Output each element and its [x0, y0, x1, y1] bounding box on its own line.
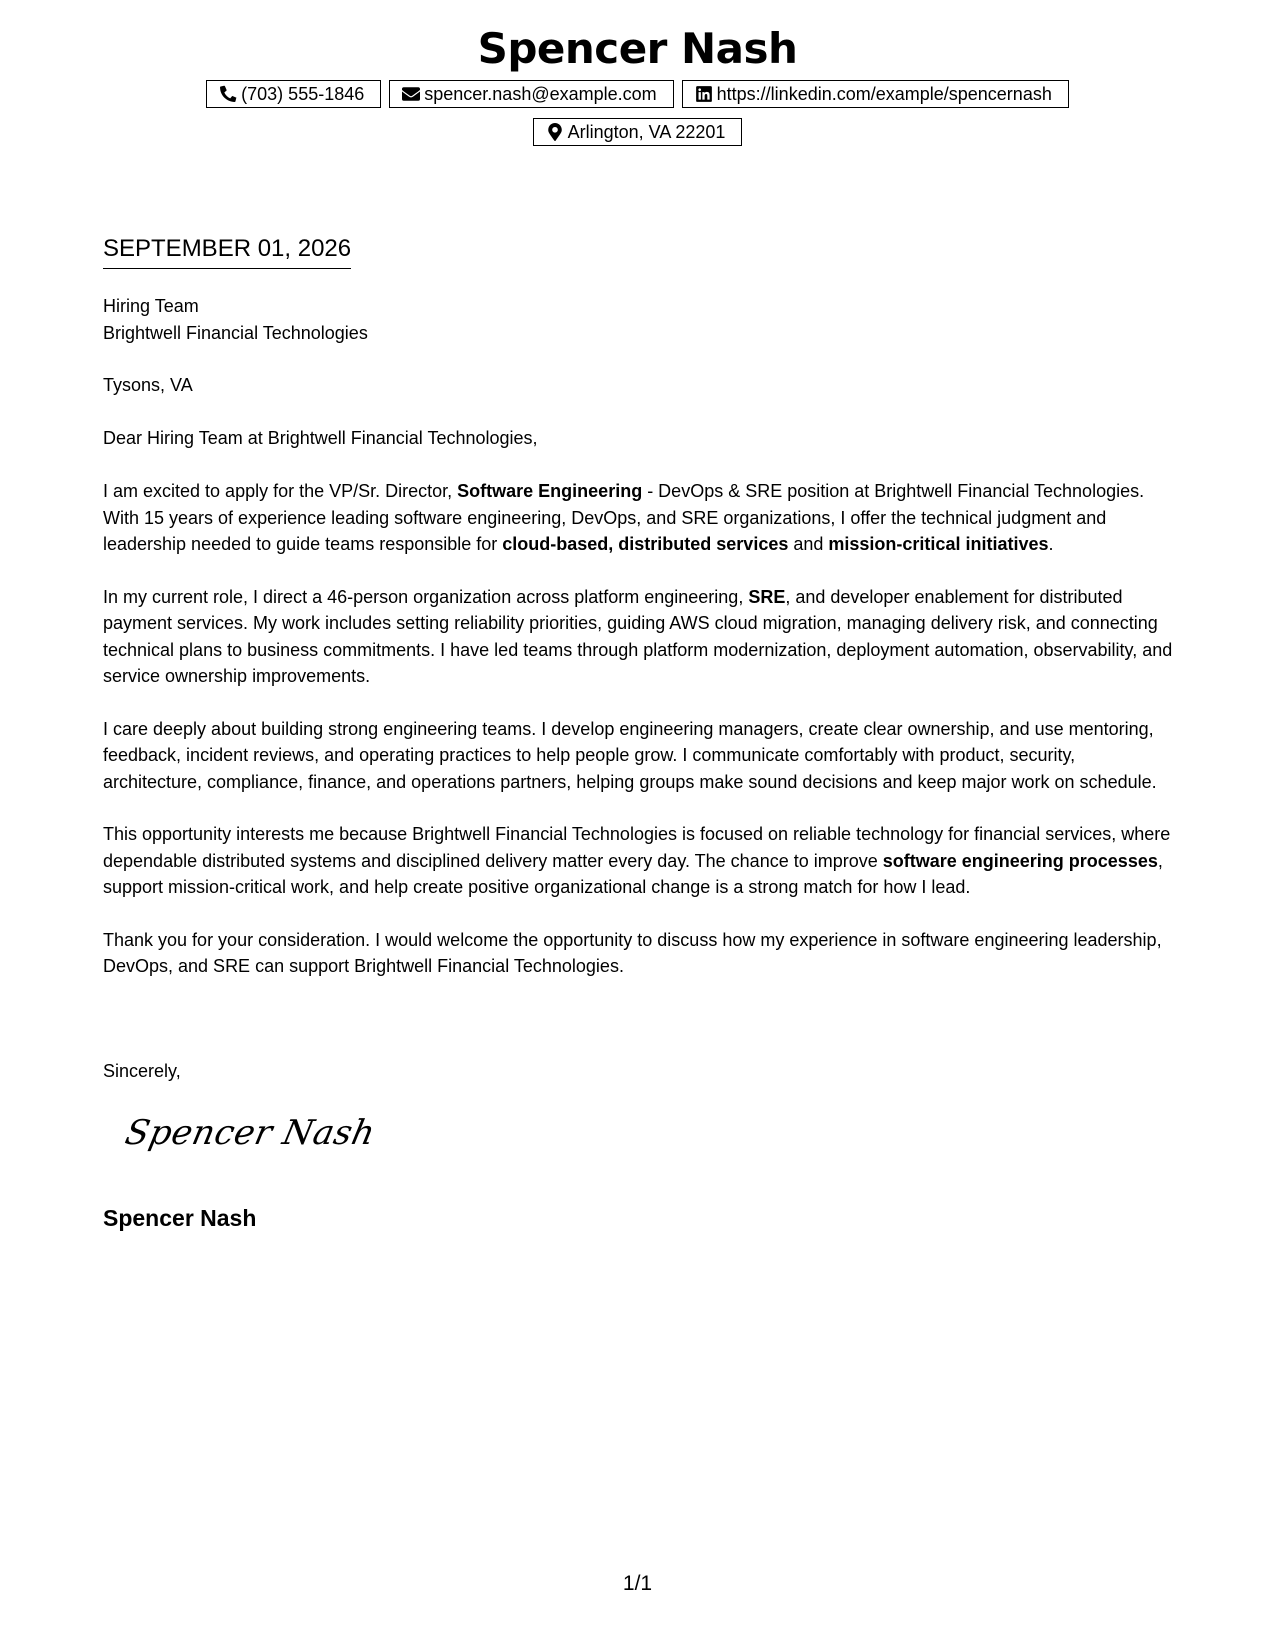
email-contact[interactable]	[389, 80, 673, 108]
location-contact	[533, 118, 743, 146]
linkedin-contact[interactable]	[682, 80, 1069, 108]
paragraph-text: In my current role, I direct a 46-person organization across platform engineering,	[103, 586, 749, 607]
paragraph-1	[103, 478, 1178, 558]
paragraph-4	[103, 821, 1178, 901]
phone-text: (703) 555-1846	[241, 84, 365, 104]
salutation: Dear Hiring Team at Brightwell Financial Technologies,	[103, 428, 538, 448]
emphasis: mission-critical initiatives	[828, 534, 1049, 554]
contact-row-2	[0, 118, 1275, 146]
phone-contact[interactable]	[206, 80, 381, 108]
paragraph-2	[103, 584, 1178, 690]
paragraph-3: I care deeply about building strong engineering teams. I develop engineering managers, create clear ownership, and use mentoring, feedback, incident reviews, and operating practices to help people grow. I communicate comfortably with product, security, architecture, compliance, finance, and operations partners, helping groups make sound decisions and keep major work on schedule.	[103, 718, 1157, 792]
phone-icon	[219, 85, 237, 103]
map-marker-icon	[546, 123, 564, 141]
letter-body	[103, 478, 1178, 1006]
contact-row	[0, 80, 1275, 108]
handwritten-signature: Spencer Nash	[121, 1113, 379, 1153]
emphasis: cloud-based, distributed services	[502, 534, 789, 554]
recipient-line-2: Brightwell Financial Technologies	[103, 323, 368, 343]
linkedin-icon	[695, 85, 713, 103]
paragraph-text: - DevOps & SRE position at Brightwell Financial Technologies. With 15 years of experience leading software engineering, DevOps, and SRE organizations, I offer the technical judgment and leadership needed to guide teams responsible for	[103, 481, 1145, 554]
recipient-location: Tysons, VA	[103, 375, 193, 395]
closing: Sincerely,	[103, 1061, 181, 1081]
signer-name: Spencer Nash	[103, 1205, 257, 1231]
envelope-icon	[402, 85, 420, 103]
emphasis: SRE	[748, 586, 786, 607]
applicant-name: Spencer Nash	[477, 24, 798, 73]
location-text: Arlington, VA 22201	[567, 122, 726, 142]
linkedin-text: https://linkedin.com/example/spencernash	[716, 84, 1052, 104]
recipient-line-1: Hiring Team	[103, 296, 199, 316]
recipient-block	[103, 293, 368, 347]
paragraph-text: This opportunity interests me because Brightwell Financial Technologies is focused on reliable technology for financial services, where dependable distributed systems and disciplined delivery matter every day. The chance to improve	[103, 824, 1171, 871]
emphasis: Software Engineering	[457, 481, 643, 501]
emphasis: software engineering processes	[882, 850, 1158, 871]
paragraph-text: , and developer enablement for distributed payment services. My work includes setting reliability priorities, guiding AWS cloud migration, managing delivery risk, and connecting technical plans to business commitments. I have led teams through platform modernization, deployment automation, observability, and service ownership improvements.	[103, 586, 1173, 686]
page-number: 1/1	[622, 1572, 653, 1595]
paragraph-text: I am excited to apply for the VP/Sr. Director,	[103, 481, 458, 501]
paragraph-text: , support mission-critical work, and help create positive organizational change is a strong match for how I lead.	[103, 850, 1163, 897]
email-text: spencer.nash@example.com	[424, 84, 657, 104]
paragraph-text: and	[788, 534, 829, 554]
letter-date: SEPTEMBER 01, 2026	[103, 232, 351, 269]
paragraph-text: .	[1048, 534, 1054, 554]
paragraph-5: Thank you for your consideration. I would welcome the opportunity to discuss how my experience in software engineering leadership, DevOps, and SRE can support Brightwell Financial Technologies.	[103, 929, 1162, 976]
